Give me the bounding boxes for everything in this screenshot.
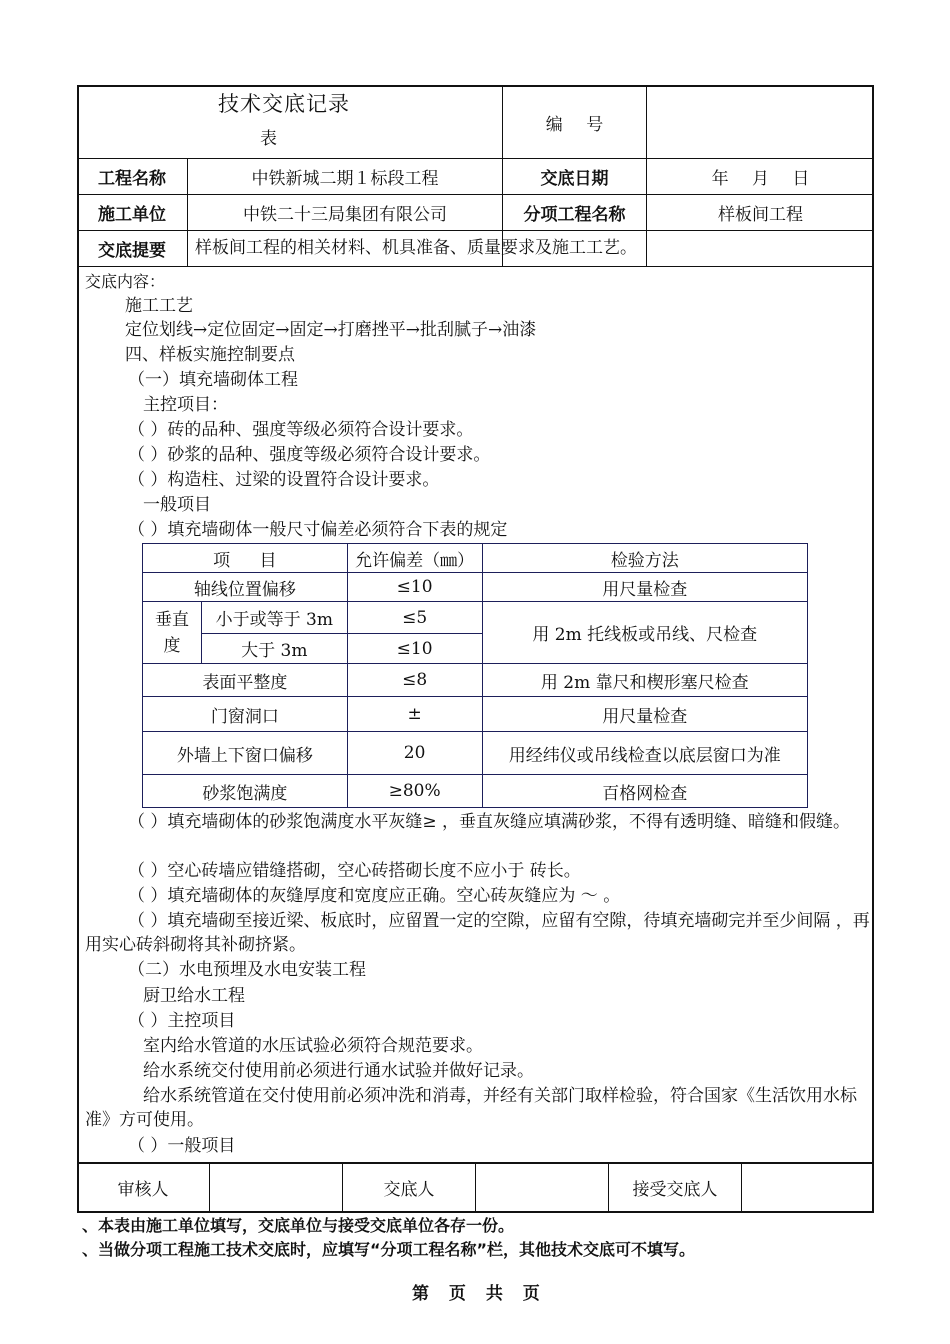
tolerance-table bbox=[142, 543, 808, 808]
table-row bbox=[143, 775, 808, 808]
summary-value: 样板间工程的相关材料、机具准备、质量要求及施工工艺。 bbox=[195, 238, 637, 258]
date-value[interactable]: 年 月 日 bbox=[711, 168, 810, 189]
general-item-1: （ ）填充墙砌体一般尺寸偏差必须符合下表的规定 bbox=[128, 520, 508, 540]
mortar-method: 百格网检查 bbox=[482, 775, 807, 808]
window-item: 外墙上下窗口偏移 bbox=[143, 732, 348, 775]
sub-project-label: 分项工程名称 bbox=[523, 204, 626, 225]
water-item-1: 室内给水管道的水压试验必须符合规范要求。 bbox=[143, 1036, 483, 1056]
reviewer-field[interactable] bbox=[210, 1163, 342, 1212]
water-general-items-title: （ ）一般项目 bbox=[128, 1136, 236, 1156]
main-item-1: （ ）砖的品种、强度等级必须符合设计要求。 bbox=[128, 420, 474, 440]
main-item-2: （ ）砂浆的品种、强度等级必须符合设计要求。 bbox=[128, 445, 491, 465]
general-item-3: （ ）空心砖墙应错缝搭砌，空心砖搭砌长度不应小于 砖长。 bbox=[128, 861, 581, 881]
main-items-title: 主控项目： bbox=[143, 395, 228, 415]
content-heading: 交底内容： bbox=[85, 272, 166, 291]
axis-item: 轴线位置偏移 bbox=[143, 573, 348, 602]
table-row bbox=[143, 697, 808, 732]
water-item-2: 给水系统交付使用前必须进行通水试验并做好记录。 bbox=[143, 1061, 534, 1081]
note-1: 、本表由施工单位填写，交底单位与接受交底单位各存一份。 bbox=[82, 1216, 515, 1235]
unit-value: 中铁二十三局集团有限公司 bbox=[243, 204, 447, 225]
page-footer: 第 页 共 页 bbox=[412, 1284, 540, 1304]
number-value[interactable] bbox=[647, 85, 874, 159]
water-main-items-title: （ ）主控项目 bbox=[128, 1011, 236, 1031]
note-2: 、当做分项工程施工技术交底时，应填写“分项工程名称”栏，其他技术交底可不填写。 bbox=[82, 1240, 696, 1259]
form-subtitle: 表 bbox=[260, 129, 277, 149]
vertical-sub1: 小于或等于 3m bbox=[201, 602, 347, 634]
header-item: 项 目 bbox=[143, 544, 348, 573]
header-tolerance: 允许偏差（㎜） bbox=[347, 544, 482, 573]
table-row bbox=[143, 573, 808, 602]
vertical-label-text: 垂直度 bbox=[154, 609, 189, 656]
section-two-title: （二）水电预埋及水电安装工程 bbox=[128, 960, 366, 980]
vertical-tolerance1: ≤5 bbox=[347, 602, 482, 634]
table-row bbox=[143, 732, 808, 775]
sub-project-value: 样板间工程 bbox=[718, 204, 803, 225]
vertical-label bbox=[143, 602, 202, 664]
receiver-label: 接受交底人 bbox=[632, 1180, 718, 1200]
flat-tolerance: ≤8 bbox=[347, 664, 482, 697]
form-title: 技术交底记录 bbox=[218, 92, 350, 116]
date-label: 交底日期 bbox=[540, 168, 609, 189]
general-items-title: 一般项目 bbox=[143, 495, 211, 515]
door-tolerance: ± bbox=[347, 697, 482, 732]
door-item: 门窗洞口 bbox=[143, 697, 348, 732]
table-header-row bbox=[143, 544, 808, 573]
discloser-label: 交底人 bbox=[383, 1180, 435, 1200]
section-one-title: （一）填充墙砌体工程 bbox=[128, 370, 298, 390]
water-item-3: 给水系统管道在交付使用前必须冲洗和消毒，并经有关部门取样检验，符合国家《生活饮用水标准》方可使用。 bbox=[85, 1086, 857, 1130]
header-method: 检验方法 bbox=[482, 544, 807, 573]
receiver-field[interactable] bbox=[742, 1163, 874, 1212]
table-row bbox=[143, 664, 808, 697]
number-label: 编 号 bbox=[545, 114, 604, 135]
vertical-sub2: 大于 3m bbox=[201, 634, 347, 664]
section-four-title: 四、样板实施控制要点 bbox=[125, 345, 295, 365]
window-tolerance: 20 bbox=[347, 732, 482, 775]
unit-label: 施工单位 bbox=[98, 204, 166, 225]
discloser-field[interactable] bbox=[476, 1163, 608, 1212]
axis-tolerance: ≤10 bbox=[347, 573, 482, 602]
reviewer-label: 审核人 bbox=[117, 1180, 169, 1200]
mortar-tolerance: ≥80% bbox=[347, 775, 482, 808]
door-method: 用尺量检查 bbox=[482, 697, 807, 732]
window-method: 用经纬仪或吊线检查以底层窗口为准 bbox=[482, 732, 807, 775]
process-title: 施工工艺 bbox=[125, 296, 193, 316]
general-item-2: （ ）填充墙砌体的砂浆饱满度水平灰缝≥ ，垂直灰缝应填满砂浆，不得有透明缝、暗缝和假缝。 bbox=[128, 812, 851, 832]
mortar-item: 砂浆饱满度 bbox=[143, 775, 348, 808]
summary-label: 交底提要 bbox=[98, 240, 166, 261]
general-item-4: （ ）填充墙砌体的灰缝厚度和宽度应正确。空心砖灰缝应为 ～ 。 bbox=[128, 886, 621, 906]
kitchen-water-title: 厨卫给水工程 bbox=[143, 986, 245, 1006]
flat-method: 用 2m 靠尺和楔形塞尺检查 bbox=[482, 664, 807, 697]
axis-method: 用尺量检查 bbox=[482, 573, 807, 602]
vertical-tolerance2: ≤10 bbox=[347, 634, 482, 664]
table-row bbox=[143, 602, 808, 634]
general-item-5: （ ）填充墙砌至接近梁、板底时，应留置一定的空隙，应留有空隙，待填充墙砌完并至少间隔 ，再用实心砖斜砌将其补砌挤紧。 bbox=[85, 911, 870, 955]
project-name-label: 工程名称 bbox=[98, 168, 166, 189]
main-item-3: （ ）构造柱、过梁的设置符合设计要求。 bbox=[128, 470, 440, 490]
project-name-value: 中铁新城二期１标段工程 bbox=[251, 168, 439, 189]
flat-item: 表面平整度 bbox=[143, 664, 348, 697]
vertical-method: 用 2m 托线板或吊线、尺检查 bbox=[482, 602, 807, 664]
process-flow: 定位划线→定位固定→固定→打磨挫平→批刮腻子→油漆 bbox=[125, 320, 537, 340]
